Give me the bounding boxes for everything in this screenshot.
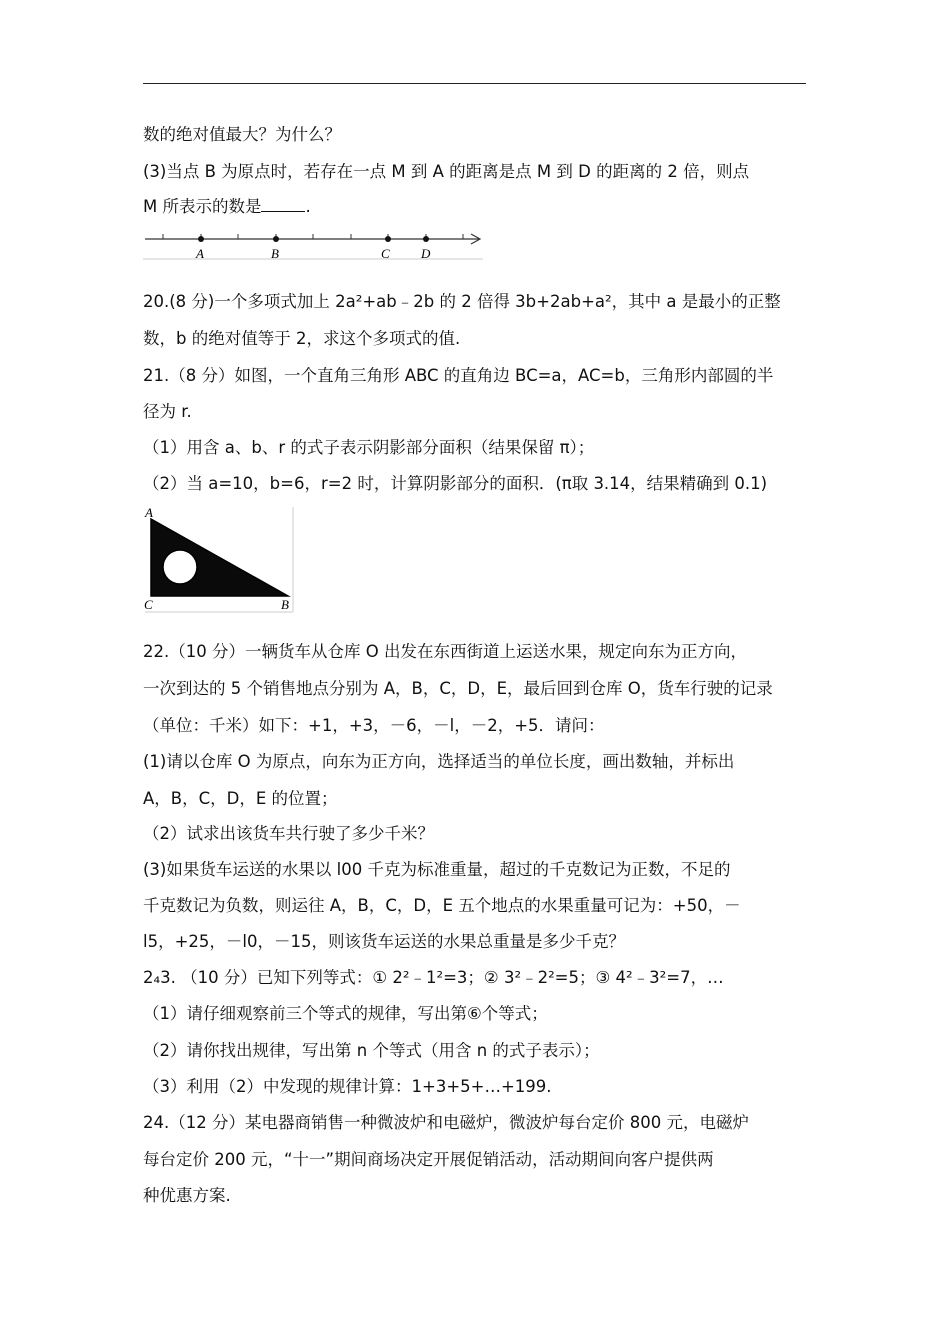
- text-line: 每台定价 200 元，“十一”期间商场决定开展促销活动，活动期间向客户提供两: [143, 1150, 714, 1169]
- text-line: （3）利用（2）中发现的规律计算：1+3+5+…+199.: [143, 1077, 552, 1096]
- text-line: （1）请仔细观察前三个等式的规律，写出第⑥个等式；: [143, 1004, 548, 1023]
- label-d: D: [421, 246, 431, 261]
- text-line: （1）用含 a、b、r 的式子表示阴影部分面积（结果保留 π）；: [143, 438, 595, 457]
- point-b: [273, 236, 279, 242]
- text-line: 20.(8 分)一个多项式加上 2a²+ab﹣2b 的 2 倍得 3b+2ab+a²，其中 a 是最小的正整: [143, 292, 781, 311]
- label-b: B: [281, 597, 289, 612]
- text-line: A，B，C，D，E 的位置；: [143, 789, 338, 808]
- text-line: （2）试求出该货车共行驶了多少千米？: [143, 824, 434, 843]
- inscribed-circle: [163, 550, 197, 584]
- text-line: 种优惠方案.: [143, 1186, 231, 1205]
- point-d: [423, 236, 429, 242]
- point-c: [385, 236, 391, 242]
- label-a: A: [196, 246, 204, 261]
- number-line-figure: [143, 228, 488, 262]
- text-line: （单位：千米）如下：+1，+3，－6，－l，－2，+5．请问：: [143, 716, 605, 735]
- text-fragment: .: [305, 197, 311, 216]
- text-line: 21.（8 分）如图，一个直角三角形 ABC 的直角边 BC=a，AC=b，三角形内部圆的半: [143, 366, 774, 385]
- text-line: 2₄3. （10 分）已知下列等式：① 2²﹣1²=3；② 3²﹣2²=5；③ 4²﹣3²=7，…: [143, 968, 724, 987]
- triangle-figure: [143, 505, 296, 615]
- text-line: 径为 r.: [143, 402, 192, 421]
- text-line: (1)请以仓库 O 为原点，向东为正方向，选择适当的单位长度，画出数轴，并标出: [143, 752, 735, 771]
- text-line: [143, 197, 311, 217]
- tick-marks: [163, 234, 463, 239]
- answer-blank: [261, 197, 305, 212]
- label-c: C: [144, 597, 153, 612]
- label-c: C: [381, 246, 390, 261]
- label-b: B: [271, 246, 279, 261]
- text-line: 数的绝对值最大？为什么？: [143, 125, 341, 144]
- text-line: 千克数记为负数，则运往 A，B，C，D，E 五个地点的水果重量可记为：+50，－: [143, 896, 741, 915]
- text-line: (3)如果货车运送的水果以 l00 千克为标准重量，超过的千克数记为正数，不足的: [143, 860, 731, 879]
- text-line: l5，+25，－l0，－15，则该货车运送的水果总重量是多少千克？: [143, 932, 625, 951]
- header-rule: [143, 83, 806, 84]
- text-fragment: M 所表示的数是: [143, 197, 262, 216]
- text-line: (3)当点 B 为原点时，若存在一点 M 到 A 的距离是点 M 到 D 的距离的 2 倍，则点: [143, 162, 750, 181]
- text-line: 22.（10 分）一辆货车从仓库 O 出发在东西街道上运送水果，规定向东为正方向，: [143, 642, 747, 661]
- text-line: 一次到达的 5 个销售地点分别为 A，B，C，D，E，最后回到仓库 O，货车行驶的记录: [143, 679, 773, 698]
- text-line: 数，b 的绝对值等于 2，求这个多项式的值.: [143, 329, 461, 348]
- point-a: [198, 236, 204, 242]
- text-line: （2）当 a=10，b=6，r=2 时，计算阴影部分的面积．(π取 3.14，结果精确到 0.1): [143, 474, 768, 493]
- label-a: A: [145, 505, 153, 520]
- text-line: 24.（12 分）某电器商销售一种微波炉和电磁炉，微波炉每台定价 800 元，电磁炉: [143, 1113, 749, 1132]
- text-line: （2）请你找出规律，写出第 n 个等式（用含 n 的式子表示）；: [143, 1041, 600, 1060]
